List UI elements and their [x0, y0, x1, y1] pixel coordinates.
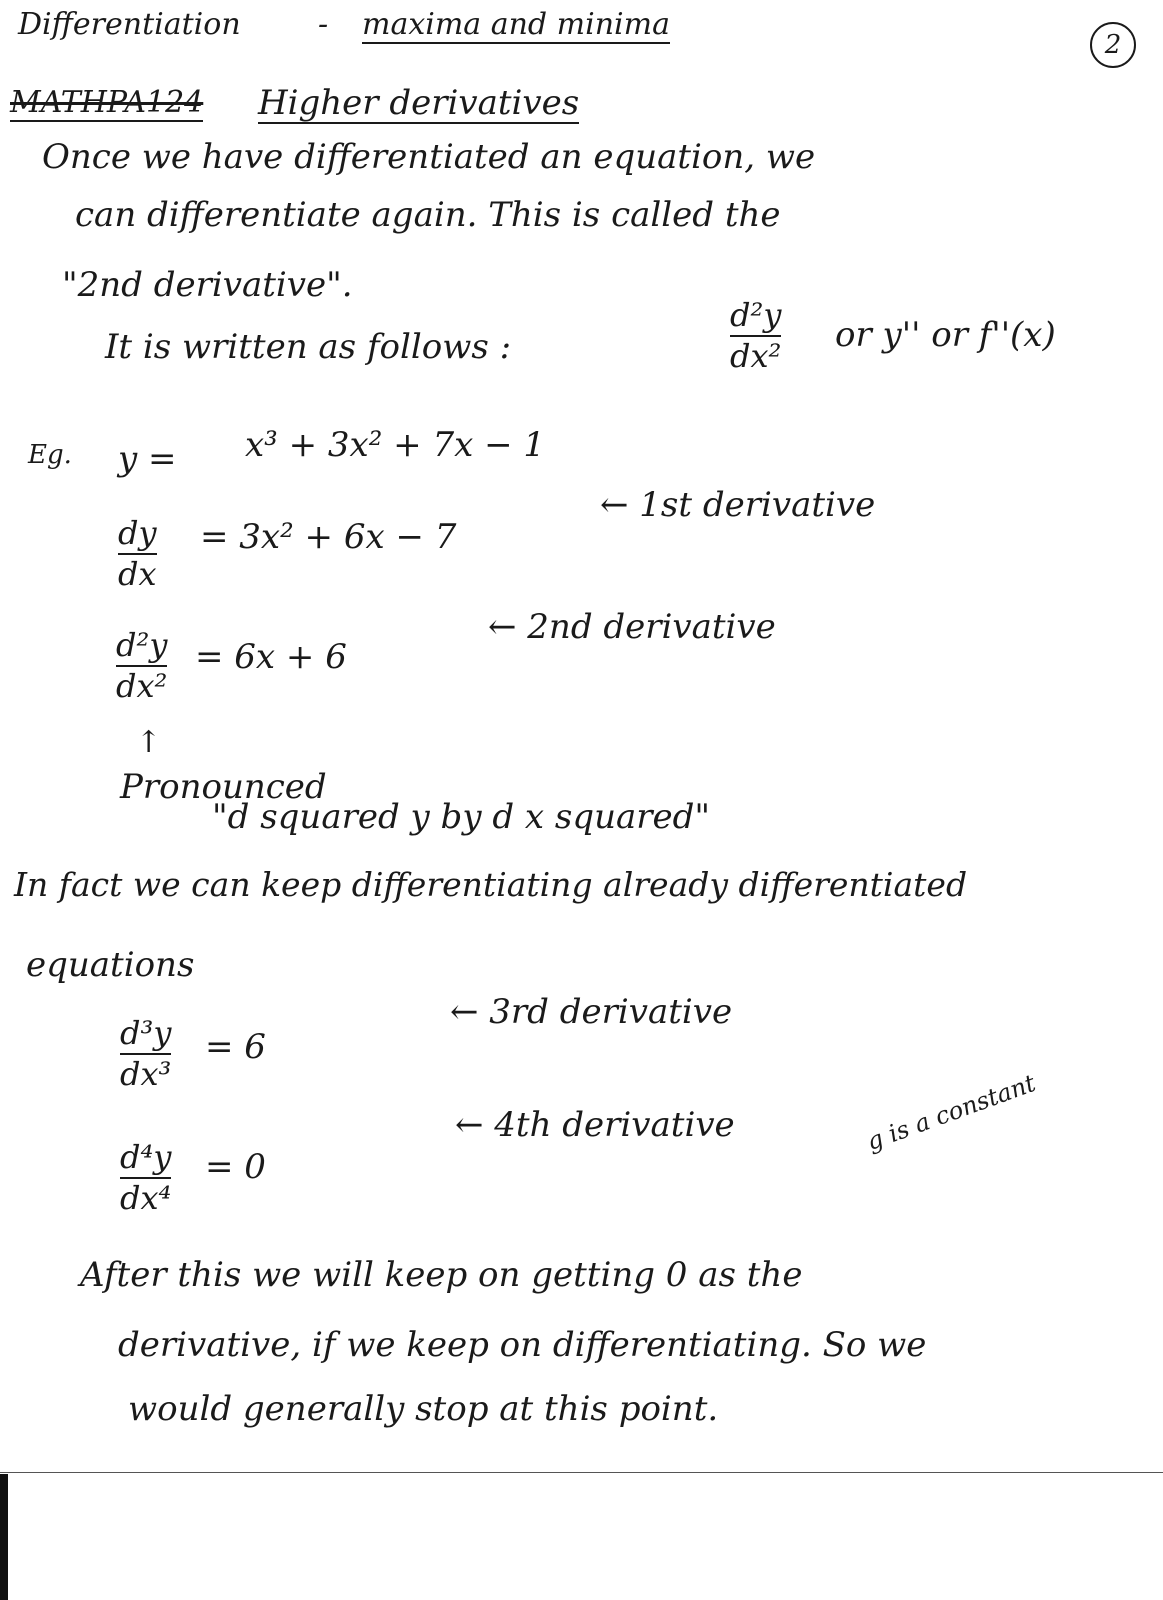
scan-edge-bar — [0, 1474, 8, 1600]
fourth-derivative-denominator: dx⁴ — [120, 1179, 172, 1218]
equation-rhs: x³ + 3x² + 7x − 1 — [245, 425, 545, 465]
third-derivative-rhs: = 6 — [205, 1027, 266, 1067]
constant-aside: g is a constant — [863, 1068, 1040, 1156]
second-derivative-note: ← 2nd derivative — [488, 607, 776, 647]
section-code: MATHPA124 — [10, 85, 204, 120]
first-derivative-note: ← 1st derivative — [600, 485, 876, 525]
equation-lhs: y = — [118, 439, 177, 479]
up-arrow: ↑ — [136, 725, 162, 760]
first-derivative-denominator: dx — [118, 555, 157, 594]
fourth-derivative-fraction — [120, 1140, 171, 1216]
intro-line-3: "2nd derivative". — [62, 265, 353, 305]
scan-edge-line — [0, 1472, 1163, 1473]
intro-line-2: can differentiate again. This is called the — [75, 195, 781, 235]
title-left: Differentiation — [18, 7, 241, 42]
second-derivative-denominator: dx² — [116, 667, 168, 706]
continuation-line-1: In fact we can keep differentiating already differentiated — [14, 865, 968, 904]
second-derivative-numerator: d²y — [116, 626, 168, 664]
third-derivative-numerator: d³y — [120, 1014, 172, 1052]
conclusion-line-1: After this we will keep on getting 0 as the — [80, 1255, 803, 1295]
third-derivative-fraction — [120, 1016, 171, 1092]
notation-fraction — [730, 298, 781, 374]
second-derivative-fraction — [116, 628, 167, 704]
title-right: maxima and minima — [362, 7, 670, 42]
pronounced-label: Pronounced — [120, 767, 327, 807]
first-derivative-fraction — [118, 516, 157, 592]
fourth-derivative-rhs: = 0 — [205, 1147, 266, 1187]
conclusion-line-2: derivative, if we keep on differentiating. So we — [118, 1325, 927, 1365]
notation-alternatives: or y'' or f''(x) — [835, 315, 1056, 355]
section-heading: Higher derivatives — [258, 83, 580, 123]
title-dash: - — [318, 7, 329, 42]
fourth-derivative-note: ← 4th derivative — [455, 1105, 735, 1145]
intro-line-1: Once we have differentiated an equation, we — [42, 137, 816, 177]
pronounced-quote: "d squared y by d x squared" — [212, 797, 711, 837]
notation-denominator: dx² — [730, 337, 782, 376]
notation-numerator: d²y — [730, 296, 782, 334]
conclusion-line-3: would generally stop at this point. — [128, 1389, 719, 1429]
first-derivative-numerator: dy — [118, 514, 157, 552]
fourth-derivative-numerator: d⁴y — [120, 1138, 172, 1176]
first-derivative-rhs: = 3x² + 6x − 7 — [200, 517, 457, 557]
example-label: Eg. — [28, 440, 72, 470]
third-derivative-denominator: dx³ — [120, 1055, 172, 1094]
continuation-line-2: equations — [26, 945, 195, 985]
third-derivative-note: ← 3rd derivative — [450, 992, 733, 1032]
page-number: 2 — [1090, 22, 1136, 68]
second-derivative-rhs: = 6x + 6 — [195, 637, 347, 677]
intro-line-4: It is written as follows : — [105, 327, 512, 367]
